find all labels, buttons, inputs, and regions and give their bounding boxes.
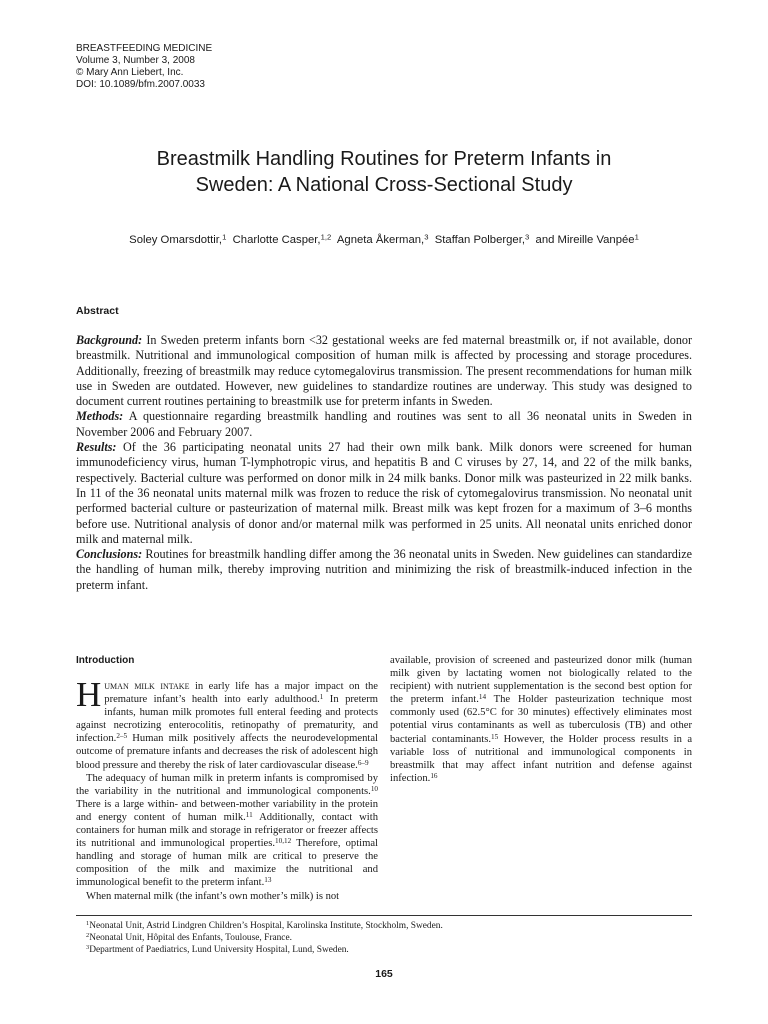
- affiliation-marker: 1: [222, 232, 227, 242]
- footnote: $^3$Department of Paediatrics, Lund University Hospital, Lund, Sweden.: [86, 944, 349, 955]
- footnote: $^2$Neonatal Unit, Hôpital des Enfants, Toulouse, France.: [86, 932, 292, 943]
- citation[interactable]: 14: [478, 693, 487, 702]
- title-line-1: Breastmilk Handling Routines for Preterm Infants in: [156, 148, 612, 170]
- affiliation-marker: 3: [524, 232, 530, 242]
- intro-paragraph-1: Human milk intake in early life has a major impact on the premature infant’s health into early adulthood.$^1$ In preterm infants, human milk promotes full enteral feeding and protects against necrotizing enterocolitis, retinopathy of prematurity, and infection.$^{2-5}$ Human milk positively affects the neurodevelopmental outcome of premature infants and decreases the risk of adolescent high blood pressure and thereby the risk of later cardiovascular disease.$^{6-9}$: [76, 675, 379, 771]
- affiliation-marker: 1,2: [320, 232, 332, 242]
- citation[interactable]: 16: [430, 771, 438, 780]
- author: Charlotte Casper,$^{1,2}$: [232, 232, 332, 246]
- abstract-heading: Abstract: [76, 305, 119, 317]
- background-label: Background:: [76, 333, 143, 347]
- article-title: [70, 146, 698, 198]
- abstract-background: Background: In Sweden preterm infants born <32 gestational weeks are fed maternal breastmilk or, if not available, donor breastmilk. Nutritional and immunological composition of human milk is affected by processing and storage procedures. Additionally, freezing of breastmilk may reduce cytomegalovirus transmission. The present recommendations for human milk use in Sweden are outdated. However, new guidelines to standardize routines are underway. This study was designed to document current routines pertaining to breastmilk use for preterm infants in Sweden.: [76, 333, 692, 409]
- journal-name: BREASTFEEDING MEDICINE: [76, 43, 213, 54]
- citation[interactable]: 2–5: [116, 732, 128, 741]
- drop-cap: H: [76, 675, 102, 714]
- author-list: [60, 234, 708, 246]
- methods-label: Methods:: [76, 409, 124, 424]
- page-number: 165: [375, 968, 393, 980]
- journal-header: [76, 43, 212, 91]
- affiliation-footnotes: [86, 920, 443, 956]
- body-column-left: [76, 654, 378, 903]
- footnote-divider: [76, 915, 692, 916]
- author: Agneta Åkerman,$^3$: [336, 232, 429, 246]
- title-line-2: Sweden: A National Cross-Sectional Study: [195, 174, 573, 196]
- abstract-methods: Methods: A questionnaire regarding breastmilk handling and routines was sent to all 36 neonatal units in Sweden in November 2006 and February 2007.: [76, 409, 692, 439]
- journal-doi[interactable]: DOI: 10.1089/bfm.2007.0033: [76, 79, 205, 90]
- abstract-body: [76, 333, 692, 593]
- citation[interactable]: 11: [245, 810, 253, 819]
- results-label: Results:: [76, 440, 117, 455]
- citation[interactable]: 10,12: [275, 836, 292, 845]
- citation[interactable]: 15: [491, 732, 499, 741]
- author: Soley Omarsdottir,$^1$: [129, 232, 227, 246]
- citation[interactable]: 1: [319, 692, 324, 701]
- affiliation-marker: 3: [424, 232, 429, 242]
- conclusions-label: Conclusions:: [76, 547, 143, 562]
- citation[interactable]: 13: [264, 876, 272, 885]
- journal-volume: Volume 3, Number 3, 2008: [76, 55, 195, 66]
- abstract-results: Results: Of the 36 participating neonatal units 27 had their own milk bank. Milk donors were screened for human immunodeficiency virus, human T-lymphotropic virus, and hepatitis B and C viruses by 27, 14, and 22 of the milk banks, respectively. Bacterial culture was performed on donor milk in 24 milk banks. Donor milk was pasteurized in 22 milk banks. In 11 of the 36 neonatal units maternal milk was frozen to reduce the risk of cytomegalovirus transmission. No neonatal unit performed bacterial culture or pasteurization of maternal milk. Breast milk was kept frozen for a maximum of 3–6 months before use. Nutritional analysis of donor and/or maternal milk was performed in 25 units. All neonatal units enriched donor milk and maternal milk.: [76, 440, 692, 546]
- intro-paragraph-3: When maternal milk (the infant’s own mother’s milk) is not: [86, 890, 340, 902]
- body-column-right: [390, 654, 692, 785]
- intro-paragraph-3-cont: available, provision of screened and pasteurized donor milk (human milk given by lactating women not biologically related to the recipient) with nutrient supplementation is the second best option for the preterm infant.$^{14}$ The Holder pasteurization technique most commonly used (62.5°C for 30 minutes) effectively eliminates most potential virus contaminants as well as tuberculosis (TB) and other bacterial contaminants.$^{15}$ However, the Holder process results in a variable loss of nutritional and immunological components in breastmilk that may affect infant nutrition and defense against infection.$^{16}$: [390, 655, 693, 784]
- footnote: $^1$Neonatal Unit, Astrid Lindgren Children’s Hospital, Karolinska Institute, Stockholm, Sweden.: [86, 920, 443, 931]
- intro-paragraph-2: The adequacy of human milk in preterm infants is compromised by the variability in the nutritional and immunological components.$^{10}$ There is a large within- and between-mother variability in the protein and energy content of human milk.$^{11}$ Additionally, contact with containers for human milk and storage in refrigerator or freezer affects its nutritional and immunological properties.$^{10,12}$ Therefore, optimal handling and storage of human milk are critical to preserve the composition of the milk and maximize the nutritional and immunological benefit to the preterm infant.$^{13}$: [76, 772, 378, 889]
- author: Staffan Polberger,$^3$: [434, 232, 530, 246]
- citation[interactable]: 10: [370, 784, 378, 793]
- author: and Mireille Vanpée$^1$: [535, 232, 639, 246]
- citation[interactable]: 6–9: [357, 758, 369, 767]
- affiliation-marker: 1: [634, 232, 639, 242]
- introduction-heading: Introduction: [76, 655, 135, 666]
- abstract-conclusions: Conclusions: Routines for breastmilk handling differ among the 36 neonatal units in Sweden. New guidelines can standardize the handling of human milk, thereby improving nutrition and minimizing the risk of breastmilk-induced infection in the preterm infant.: [76, 547, 692, 592]
- journal-copyright: © Mary Ann Liebert, Inc.: [76, 67, 184, 78]
